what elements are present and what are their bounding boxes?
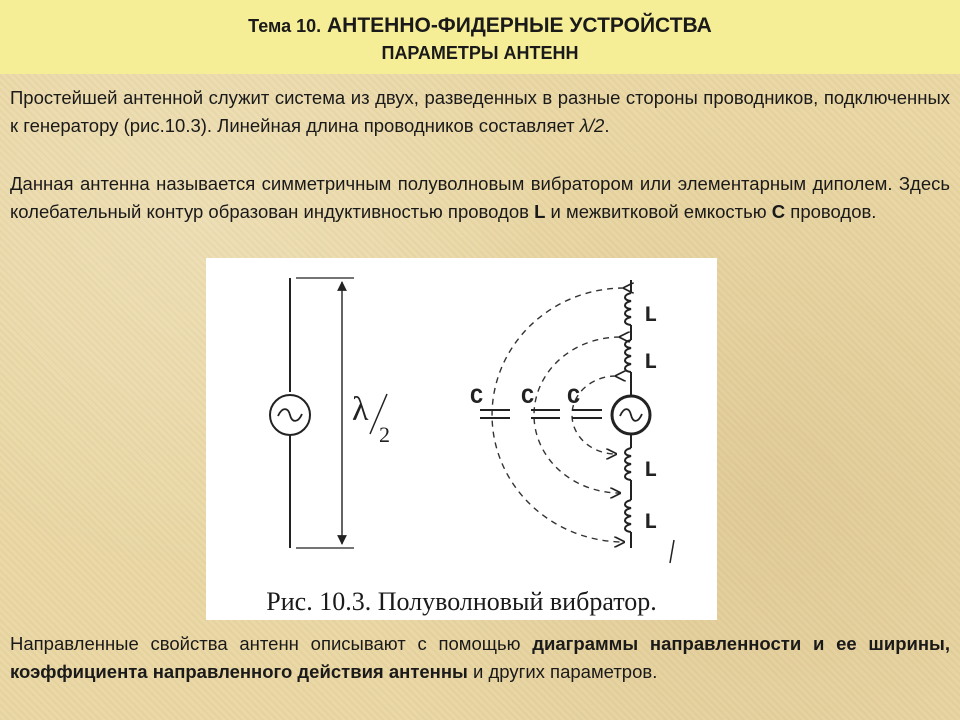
field-line-outer — [492, 288, 624, 542]
paragraph-1-end: . — [604, 115, 610, 136]
simple-dipole — [270, 278, 390, 548]
paragraph-3-bold: диаграммы направленности и ее ширины, коэффициента направленного действия антенны — [10, 633, 950, 682]
inductor-4 — [625, 500, 631, 532]
paragraph-3-text: Направленные свойства антенн описывают с помощью — [10, 633, 533, 654]
paragraph-1-text: Простейшей антенной служит система из двух, разведенных в разные стороны проводников, подключенных к генератору (рис.10.3). Линейная длина проводников составляет — [10, 87, 950, 136]
paragraph-2 — [10, 170, 950, 226]
equivalent-circuit — [470, 280, 674, 563]
inductor-label-2: L — [644, 350, 658, 375]
inductor-3 — [625, 448, 631, 480]
inductor-2 — [625, 340, 631, 372]
slide-title — [0, 14, 960, 38]
capacitor-label-2: C — [521, 385, 535, 410]
capacitor-2 — [531, 410, 560, 418]
paragraph-2-end: проводов. — [785, 201, 877, 222]
two-label: 2 — [379, 422, 390, 447]
paragraph-1 — [10, 84, 950, 140]
capacitance-symbol: С — [771, 201, 786, 222]
lambda-symbol: λ/2 — [579, 115, 605, 136]
paragraph-2-text: Данная антенна называется симметричным полуволновым вибратором или элементарным диполем. Здесь колебательный контур образован индуктивностью проводов — [10, 173, 950, 222]
inductor-1 — [625, 293, 631, 325]
paragraph-3 — [10, 630, 950, 686]
slide-subtitle: ПАРАМЕТРЫ АНТЕНН — [381, 43, 579, 63]
capacitor-label-3: C — [567, 385, 581, 410]
title-prefix: Тема 10. — [248, 16, 322, 36]
capacitor-label-1: C — [470, 385, 484, 410]
inductance-symbol: L — [534, 201, 546, 222]
paragraph-2-middle: и межвитковой емкостью — [545, 201, 772, 222]
paragraph-3-end: и других параметров. — [467, 661, 658, 682]
inductor-label-3: L — [644, 458, 658, 483]
figure-caption: Рис. 10.3. Полуволновый вибратор. — [266, 587, 657, 616]
inductor-label-4: L — [644, 510, 658, 535]
lambda-label: λ — [352, 391, 369, 428]
capacitor-1 — [480, 410, 510, 418]
dipole-diagram — [206, 258, 717, 588]
slide-header — [0, 0, 960, 74]
title-main: АНТЕННО-ФИДЕРНЫЕ УСТРОЙСТВА — [326, 14, 712, 37]
field-line-middle — [534, 337, 620, 493]
capacitor-3 — [572, 410, 602, 418]
half-wave-dipole-figure — [206, 258, 717, 620]
inductor-label-1: L — [644, 303, 658, 328]
